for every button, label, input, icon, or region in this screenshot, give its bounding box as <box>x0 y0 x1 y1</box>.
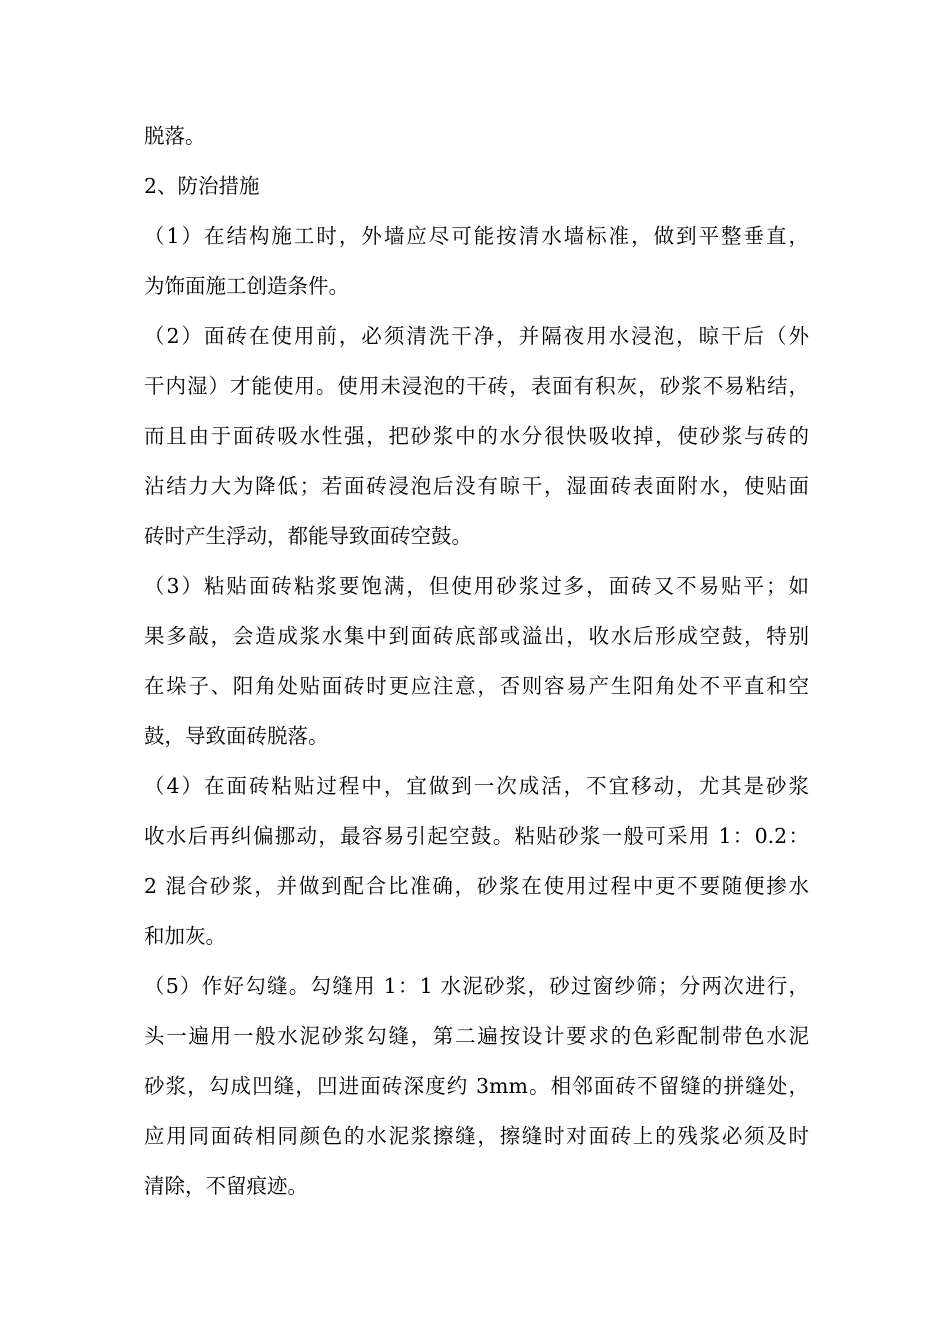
text-line: 脱落。 <box>144 124 206 148</box>
text-line: 应用同面砖相同颜色的水泥浆擦缝，擦缝时对面砖上的残浆必须及时 <box>144 1124 809 1148</box>
text-line: 在垛子、阳角处贴面砖时更应注意，否则容易产生阳角处不平直和空 <box>144 674 809 698</box>
text-line: （5）作好勾缝。勾缝用 1：1 水泥砂浆，砂过窗纱筛；分两次进行， <box>144 974 809 998</box>
text-line: 鼓，导致面砖脱落。 <box>144 724 329 748</box>
text-line: 2 混合砂浆，并做到配合比准确，砂浆在使用过程中更不要随便掺水 <box>144 874 809 898</box>
text-line: 砖时产生浮动，都能导致面砖空鼓。 <box>144 524 472 548</box>
text-line: 2、防治措施 <box>144 174 260 198</box>
text-line: 干内湿）才能使用。使用未浸泡的干砖，表面有积灰，砂浆不易粘结， <box>144 374 809 398</box>
text-line: （1）在结构施工时，外墙应尽可能按清水墙标准，做到平整垂直， <box>144 224 809 248</box>
text-line: （4）在面砖粘贴过程中，宜做到一次成活，不宜移动，尤其是砂浆 <box>144 774 809 798</box>
text-line: 果多敲，会造成浆水集中到面砖底部或溢出，收水后形成空鼓，特别 <box>144 624 809 648</box>
text-line: 头一遍用一般水泥砂浆勾缝，第二遍按设计要求的色彩配制带色水泥 <box>144 1024 809 1048</box>
text-line: （2）面砖在使用前，必须清洗干净，并隔夜用水浸泡，晾干后（外 <box>144 324 809 348</box>
text-line: （3）粘贴面砖粘浆要饱满，但使用砂浆过多，面砖又不易贴平；如 <box>144 574 809 598</box>
text-line: 收水后再纠偏挪动，最容易引起空鼓。粘贴砂浆一般可采用 1：0.2： <box>144 824 809 848</box>
text-line: 砂浆，勾成凹缝，凹进面砖深度约 3mm。相邻面砖不留缝的拼缝处， <box>144 1074 809 1098</box>
text-line: 为饰面施工创造条件。 <box>144 274 349 298</box>
text-line: 清除，不留痕迹。 <box>144 1174 308 1198</box>
text-line: 和加灰。 <box>144 924 226 948</box>
document-body <box>144 111 809 1211</box>
text-line: 沾结力大为降低；若面砖浸泡后没有晾干，湿面砖表面附水，使贴面 <box>144 474 809 498</box>
text-line: 而且由于面砖吸水性强，把砂浆中的水分很快吸收掉，使砂浆与砖的 <box>144 424 809 448</box>
